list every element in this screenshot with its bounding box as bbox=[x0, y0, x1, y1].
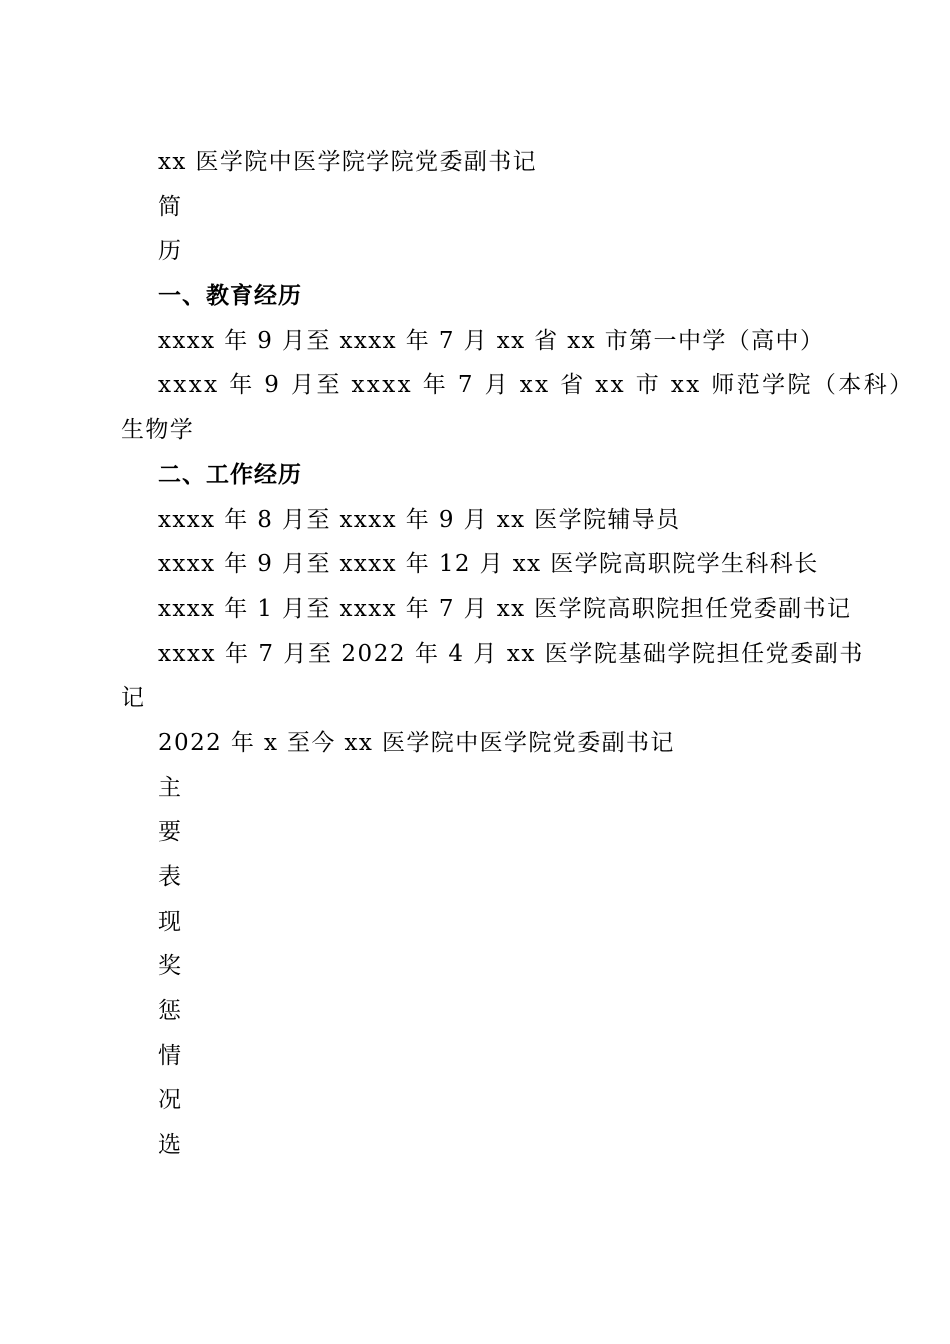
vertical-char: 表 bbox=[158, 864, 183, 890]
resume-char: 简 bbox=[158, 193, 183, 220]
education-item: xxxx 年 9 月至 xxxx 年 7 月 xx 省 xx 市第一中学（高中） bbox=[158, 327, 825, 354]
work-item: xxxx 年 1 月至 xxxx 年 7 月 xx 医学院高职院担任党委副书记 bbox=[158, 595, 852, 622]
vertical-char: 主 bbox=[158, 774, 183, 801]
work-item: xxxx 年 7 月至 2022 年 4 月 xx 医学院基础学院担任党委副书 bbox=[158, 640, 864, 667]
title-line: xx 医学院中医学院学院党委副书记 bbox=[158, 149, 538, 175]
vertical-char: 惩 bbox=[158, 998, 183, 1025]
resume-char: 历 bbox=[158, 238, 183, 265]
vertical-char: 情 bbox=[158, 1042, 183, 1069]
work-item-continuation: 记 bbox=[121, 685, 146, 712]
education-item-continuation: 生物学 bbox=[121, 417, 195, 444]
vertical-char: 现 bbox=[158, 908, 183, 935]
vertical-char: 况 bbox=[158, 1087, 183, 1114]
work-item: xxxx 年 9 月至 xxxx 年 12 月 xx 医学院高职院学生科科长 bbox=[158, 551, 819, 578]
vertical-char: 选 bbox=[158, 1132, 183, 1159]
vertical-char: 要 bbox=[158, 819, 183, 846]
education-item: xxxx 年 9 月至 xxxx 年 7 月 xx 省 xx 市 xx 师范学院（本科） bbox=[158, 372, 915, 399]
work-item: 2022 年 x 至今 xx 医学院中医学院党委副书记 bbox=[158, 729, 675, 756]
vertical-char: 奖 bbox=[158, 953, 183, 980]
work-item: xxxx 年 8 月至 xxxx 年 9 月 xx 医学院辅导员 bbox=[158, 506, 681, 533]
work-heading: 二、工作经历 bbox=[158, 460, 302, 488]
education-heading: 一、教育经历 bbox=[158, 282, 302, 310]
document-body bbox=[121, 140, 915, 1168]
